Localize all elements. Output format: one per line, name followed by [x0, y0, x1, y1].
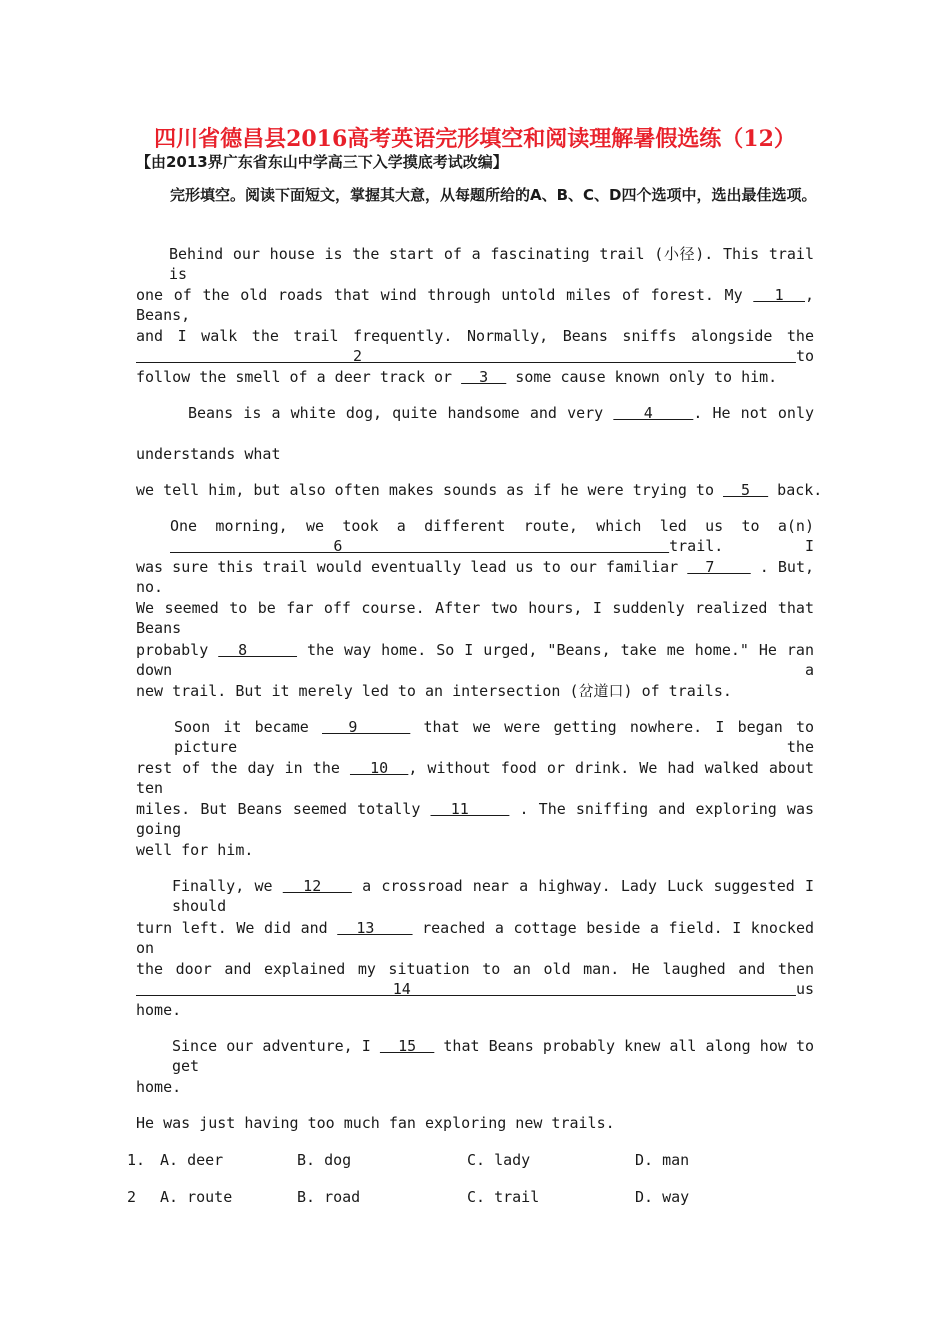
blank-13[interactable]: 13: [337, 919, 413, 937]
passage-line: Since our adventure, I 15 that Beans probably knew all along how to get: [172, 1037, 815, 1075]
passage-line: probably 8 the way home. So I urged, "Beans, take me home." He ran down a: [136, 641, 814, 679]
option-b[interactable]: B. dog: [297, 1151, 352, 1169]
source-note: 【由2013界广东省东山中学高三下入学摸底考试改编】: [136, 153, 508, 171]
option-c[interactable]: C. trail: [467, 1188, 540, 1206]
passage-line: new trail. But it merely led to an intersection (岔道口) of trails.: [136, 682, 732, 700]
blank-15[interactable]: 15: [379, 1037, 435, 1055]
blank-4[interactable]: 4: [613, 404, 694, 422]
passage-line: Finally, we 12 a crossroad near a highway. Lady Luck suggested I should: [172, 877, 815, 915]
option-d[interactable]: D. way: [635, 1188, 690, 1206]
blank-7[interactable]: 7: [687, 558, 751, 576]
passage-line: we tell him, but also often makes sounds as if he were trying to 5 back.: [136, 481, 823, 499]
option-c[interactable]: C. lady: [467, 1151, 531, 1169]
passage-line: Beans is a white dog, quite handsome and very 4 . He not only: [188, 404, 815, 422]
option-d[interactable]: D. man: [635, 1151, 690, 1169]
blank-8[interactable]: 8: [218, 641, 298, 659]
passage-line: We seemed to be far off course. After two hours, I suddenly realized that Beans: [136, 599, 814, 637]
passage-line: well for him.: [136, 841, 254, 859]
passage-line: rest of the day in the 10 , without food or drink. We had walked about ten: [136, 759, 815, 797]
question-number: 1.: [127, 1151, 146, 1169]
instruction-text: 完形填空。阅读下面短文，掌握其大意，从每题所给的A、B、C、D四个选项中，选出最佳选项。: [170, 186, 817, 204]
passage-line: one of the old roads that wind through untold miles of forest. My 1 , Beans,: [136, 286, 815, 324]
passage-line: He was just having too much fan exploring new trails.: [136, 1114, 615, 1132]
blank-12[interactable]: 12: [282, 877, 352, 895]
option-a[interactable]: A. deer: [160, 1151, 224, 1169]
blank-14[interactable]: 14: [136, 980, 796, 998]
blank-5[interactable]: 5: [723, 481, 769, 499]
passage-line: One morning, we took a different route, which led us to a(n) 6 trail. I: [170, 517, 815, 555]
passage-line: follow the smell of a deer track or 3 some cause known only to him.: [136, 368, 778, 386]
blank-2[interactable]: 2: [136, 347, 796, 365]
passage-line: the door and explained my situation to an old man. He laughed and then 14 us: [136, 960, 814, 998]
page-title: 四川省德昌县2016高考英语完形填空和阅读理解暑假选练（12）: [154, 126, 796, 152]
passage-line: was sure this trail would eventually lead us to our familiar 7 . But, no.: [136, 558, 815, 596]
option-a[interactable]: A. route: [160, 1188, 233, 1206]
blank-3[interactable]: 3: [461, 368, 507, 386]
blank-1[interactable]: 1: [753, 286, 805, 304]
blank-9[interactable]: 9: [322, 718, 411, 736]
passage-line: Soon it became 9 that we were getting nowhere. I began to picture the: [174, 718, 815, 756]
passage-line: understands what: [136, 445, 281, 463]
passage-line: turn left. We did and 13 reached a cottage beside a field. I knocked on: [136, 919, 815, 957]
blank-10[interactable]: 10: [349, 759, 409, 777]
option-b[interactable]: B. road: [297, 1188, 361, 1206]
passage-line: Behind our house is the start of a fascinating trail (小径). This trail is: [169, 245, 814, 283]
passage-line: home.: [136, 1001, 182, 1019]
passage-line: and I walk the trail frequently. Normally, Beans sniffs alongside the 2 to: [136, 327, 814, 365]
blank-11[interactable]: 11: [430, 800, 510, 818]
passage-line: miles. But Beans seemed totally 11 . The sniffing and exploring was going: [136, 800, 815, 838]
blank-6[interactable]: 6: [170, 537, 670, 555]
question-number: 2: [127, 1188, 137, 1206]
passage-line: home.: [136, 1078, 182, 1096]
